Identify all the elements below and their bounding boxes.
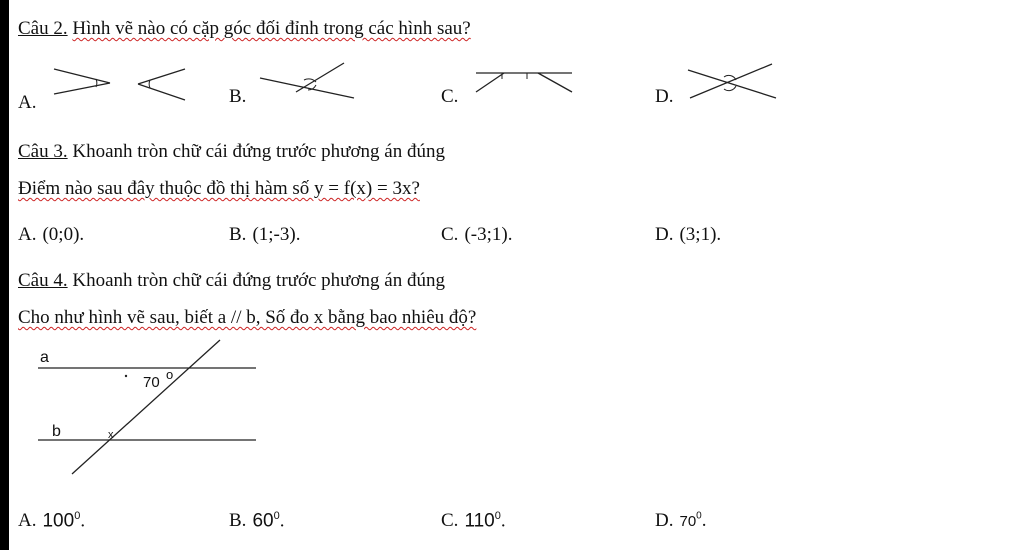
q2-figure-b xyxy=(258,60,358,102)
q2-figure-c xyxy=(472,64,576,100)
option-unit: 0 xyxy=(273,510,280,522)
label-a: a xyxy=(40,349,49,366)
option-end: . xyxy=(701,510,707,531)
q4-option-a[interactable] xyxy=(18,510,85,532)
q4-heading xyxy=(18,270,445,292)
option-unit: 0 xyxy=(494,510,501,522)
q4-option-c[interactable] xyxy=(441,510,506,532)
option-letter: B. xyxy=(229,510,247,532)
option-letter: A. xyxy=(18,510,37,532)
q2-option-b[interactable]: B. xyxy=(229,86,247,107)
option-value: 60 xyxy=(252,510,274,532)
option-end: . xyxy=(279,510,285,532)
q3-option-c[interactable] xyxy=(441,224,512,246)
option-unit: 0 xyxy=(74,510,81,522)
left-edge-bar xyxy=(0,0,9,550)
option-letter: B. xyxy=(229,224,247,245)
option-value: (1;-3). xyxy=(252,224,301,245)
q4-option-d[interactable] xyxy=(655,510,706,532)
q3-text: Khoanh tròn chữ cái đứng trước phương án đúng xyxy=(72,141,445,162)
q4-option-b[interactable] xyxy=(229,510,284,532)
q4-label: Câu 4. xyxy=(18,270,68,291)
q3-label: Câu 3. xyxy=(18,141,68,162)
option-end: . xyxy=(80,510,86,532)
option-letter: A. xyxy=(18,224,37,245)
q2-option-c[interactable]: C. xyxy=(441,86,459,107)
option-end: . xyxy=(500,510,506,532)
option-unit: 0 xyxy=(696,510,702,522)
q2-text: Hình vẽ nào có cặp góc đối đỉnh trong các hình sau? xyxy=(72,18,471,39)
option-letter: C. xyxy=(441,224,459,245)
q2-figure-d xyxy=(684,60,780,102)
q3-option-b[interactable] xyxy=(229,224,300,246)
q4-question: Cho như hình vẽ sau, biết a // b, Số đo x bằng bao nhiêu độ? xyxy=(18,307,477,328)
angle-label: 70 xyxy=(143,374,160,391)
option-value: 100 xyxy=(42,510,75,532)
option-letter: D. xyxy=(655,510,674,531)
transversal xyxy=(72,340,220,474)
q2-label: Câu 2. xyxy=(18,18,68,39)
option-value: (0;0). xyxy=(42,224,85,245)
q3-option-a[interactable] xyxy=(18,224,84,246)
q3-option-d[interactable] xyxy=(655,224,721,246)
label-b: b xyxy=(52,423,61,440)
q2-figure-a xyxy=(50,64,200,104)
q2-option-d[interactable]: D. xyxy=(655,86,674,107)
option-letter: C. xyxy=(441,510,459,532)
option-value: 110 xyxy=(464,510,495,532)
q4-text: Khoanh tròn chữ cái đứng trước phương án đúng xyxy=(72,270,445,291)
q2-option-a[interactable]: A. xyxy=(18,92,37,113)
option-value: 70 xyxy=(679,513,697,530)
unknown-x: x xyxy=(108,429,114,441)
option-value: (-3;1). xyxy=(464,224,513,245)
option-value: (3;1). xyxy=(679,224,722,245)
q3-question: Điểm nào sau đây thuộc đồ thị hàm số y = f(x) = 3x? xyxy=(18,178,420,199)
q2-heading xyxy=(18,18,471,40)
q4-figure xyxy=(30,338,270,480)
option-letter: D. xyxy=(655,224,674,245)
q3-heading xyxy=(18,141,445,163)
angle-unit: o xyxy=(166,367,174,382)
